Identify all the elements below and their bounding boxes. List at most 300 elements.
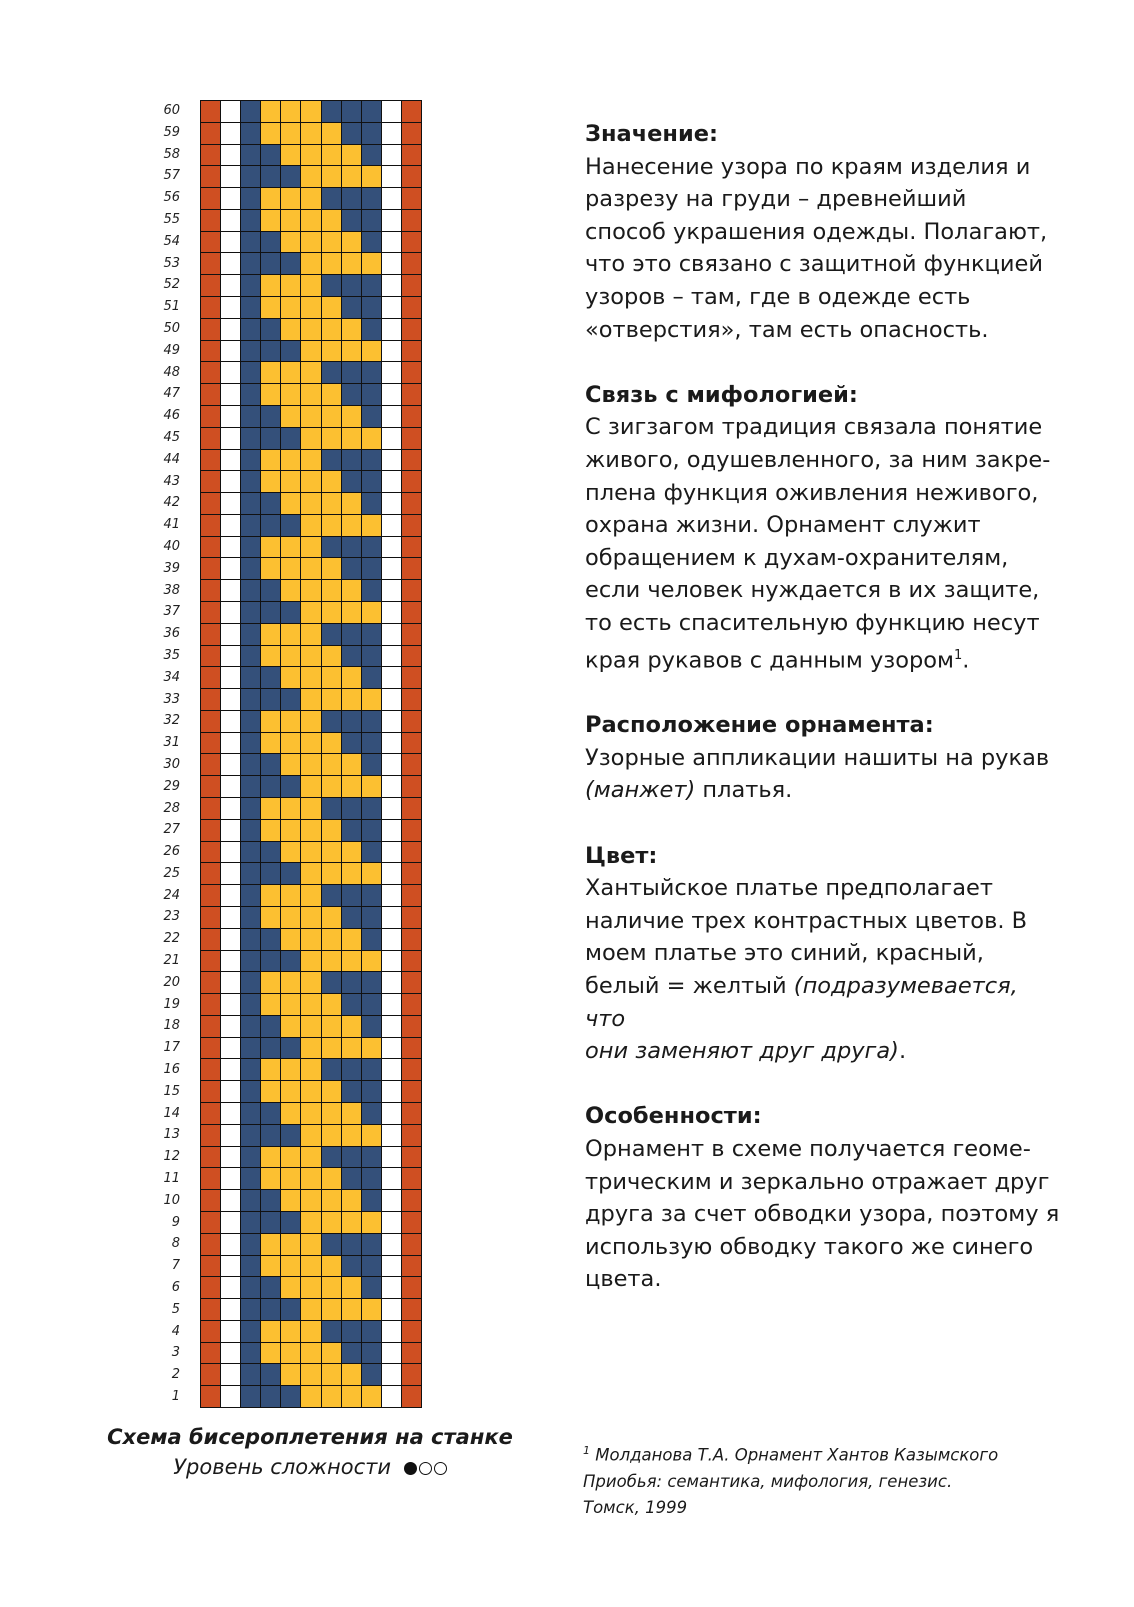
bead-cell: [281, 602, 300, 623]
bead-cell: [362, 1190, 381, 1211]
bead-cell: [281, 1190, 300, 1211]
bead-cell: [221, 450, 240, 471]
bead-cell: [221, 166, 240, 187]
bead-cell: [322, 1256, 341, 1277]
bead-cell: [261, 972, 280, 993]
bead-cell: [322, 929, 341, 950]
bead-cell: [342, 428, 361, 449]
row-number: 27: [163, 822, 180, 838]
bead-cell: [342, 145, 361, 166]
bead-cell: [402, 1125, 421, 1146]
bead-cell: [201, 863, 220, 884]
bead-cell: [402, 537, 421, 558]
bead-cell: [382, 994, 401, 1015]
bead-cell: [342, 253, 361, 274]
bead-cell: [362, 166, 381, 187]
bead-cell: [322, 145, 341, 166]
bead-cell: [342, 275, 361, 296]
bead-cell: [281, 1103, 300, 1124]
bead-cell: [362, 558, 381, 579]
bead-cell: [301, 580, 320, 601]
bead-cell: [281, 1125, 300, 1146]
row-number: 9: [171, 1214, 180, 1230]
bead-cell: [322, 1299, 341, 1320]
bead-cell: [241, 275, 260, 296]
bead-cell: [301, 471, 320, 492]
row-number: 60: [163, 103, 180, 118]
bead-cell: [382, 1168, 401, 1189]
bead-cell: [241, 297, 260, 318]
row-number: 57: [163, 168, 180, 184]
bead-cell: [402, 885, 421, 906]
difficulty-label: Уровень сложности: [173, 1455, 392, 1479]
bead-cell: [342, 188, 361, 209]
bead-cell: [322, 297, 341, 318]
bead-cell: [261, 951, 280, 972]
bead-cell: [301, 1277, 320, 1298]
bead-cell: [322, 1147, 341, 1168]
bead-cell: [241, 471, 260, 492]
bead-cell: [382, 711, 401, 732]
bead-cell: [301, 297, 320, 318]
bead-cell: [241, 1125, 260, 1146]
bead-cell: [201, 123, 220, 144]
bead-cell: [201, 297, 220, 318]
bead-cell: [342, 537, 361, 558]
bead-cell: [322, 1125, 341, 1146]
bead-cell: [342, 1059, 361, 1080]
bead-cell: [201, 820, 220, 841]
bead-cell: [261, 1299, 280, 1320]
bead-cell: [342, 1168, 361, 1189]
bead-cell: [261, 820, 280, 841]
bead-cell: [201, 471, 220, 492]
section-mythology: [585, 379, 1065, 677]
bead-cell: [241, 602, 260, 623]
bead-cell: [342, 1147, 361, 1168]
bead-cell: [241, 406, 260, 427]
row-number: 49: [163, 342, 180, 358]
row-number: 43: [163, 473, 180, 489]
row-number: 35: [163, 647, 180, 663]
bead-cell: [241, 428, 260, 449]
bead-cell: [362, 297, 381, 318]
bead-cell: [201, 1081, 220, 1102]
bead-cell: [322, 580, 341, 601]
row-number: 18: [163, 1018, 180, 1034]
bead-cell: [322, 232, 341, 253]
bead-cell: [201, 907, 220, 928]
bead-cell: [382, 1364, 401, 1385]
bead-cell: [342, 842, 361, 863]
bead-cell: [301, 1234, 320, 1255]
bead-cell: [342, 319, 361, 340]
bead-cell: [241, 972, 260, 993]
bead-cell: [402, 733, 421, 754]
bead-cell: [241, 450, 260, 471]
bead-cell: [362, 428, 381, 449]
bead-cell: [382, 820, 401, 841]
bead-cell: [301, 972, 320, 993]
bead-cell: [261, 1081, 280, 1102]
bead-cell: [221, 907, 240, 928]
bead-cell: [382, 842, 401, 863]
bead-cell: [362, 733, 381, 754]
row-number: 29: [163, 778, 180, 794]
bead-cell: [241, 558, 260, 579]
bead-cell: [362, 580, 381, 601]
bead-cell: [221, 1059, 240, 1080]
bead-cell: [301, 1016, 320, 1037]
bead-cell: [241, 493, 260, 514]
bead-cell: [281, 297, 300, 318]
row-number: 40: [163, 538, 180, 554]
bead-cell: [241, 166, 260, 187]
bead-cell: [301, 624, 320, 645]
row-number: 54: [163, 233, 180, 249]
bead-cell: [362, 232, 381, 253]
bead-cell: [281, 798, 300, 819]
section-body: Орнамент в схеме получается геоме- трическим и зеркально отражает друг друга за счет обводки узора, поэтому я использую обводку такого же синего цвета.: [585, 1135, 1060, 1293]
bead-cell: [221, 319, 240, 340]
bead-cell: [342, 1103, 361, 1124]
bead-cell: [342, 232, 361, 253]
bead-cell: [201, 1277, 220, 1298]
bead-cell: [261, 450, 280, 471]
bead-cell: [301, 1147, 320, 1168]
bead-cell: [402, 972, 421, 993]
bead-cell: [402, 689, 421, 710]
bead-cell: [301, 319, 320, 340]
bead-cell: [281, 1256, 300, 1277]
bead-cell: [301, 1038, 320, 1059]
caption-title: Схема бисероплетения на станке: [107, 1425, 513, 1449]
bead-cell: [261, 166, 280, 187]
bead-cell: [261, 297, 280, 318]
bead-cell: [382, 123, 401, 144]
bead-cell: [362, 101, 381, 122]
bead-cell: [261, 929, 280, 950]
bead-cell: [322, 253, 341, 274]
bead-cell: [241, 253, 260, 274]
bead-cell: [241, 537, 260, 558]
bead-cell: [281, 1343, 300, 1364]
bead-cell: [261, 994, 280, 1015]
bead-cell: [342, 166, 361, 187]
row-number: 7: [171, 1258, 180, 1274]
bead-cell: [241, 646, 260, 667]
bead-cell: [221, 428, 240, 449]
bead-cell: [322, 907, 341, 928]
bead-cell: [342, 602, 361, 623]
bead-cell: [301, 362, 320, 383]
bead-cell: [281, 951, 300, 972]
bead-cell: [402, 842, 421, 863]
bead-cell: [342, 689, 361, 710]
bead-cell: [281, 863, 300, 884]
bead-cell: [402, 907, 421, 928]
bead-cell: [362, 1168, 381, 1189]
footnote: $^1$ Молданова Т.А. Орнамент Хантов Казымского Приобья: семантика, мифология, генезис. Томск, 1999: [583, 1444, 999, 1517]
bead-cell: [221, 145, 240, 166]
section-color: [585, 840, 1065, 1068]
bead-cell: [402, 580, 421, 601]
row-number: 34: [163, 669, 180, 685]
bead-cell: [402, 406, 421, 427]
bead-cell: [322, 428, 341, 449]
bead-cell: [241, 1364, 260, 1385]
row-number: 58: [163, 146, 180, 162]
bead-cell: [241, 1321, 260, 1342]
bead-cell: [241, 842, 260, 863]
bead-cell: [382, 145, 401, 166]
bead-cell: [221, 863, 240, 884]
bead-cell: [322, 1168, 341, 1189]
bead-cell: [402, 1168, 421, 1189]
bead-cell: [261, 1364, 280, 1385]
bead-cell: [342, 1190, 361, 1211]
bead-cell: [301, 232, 320, 253]
bead-cell: [402, 1081, 421, 1102]
filled-dot-icon: [404, 1462, 417, 1475]
bead-cell: [402, 471, 421, 492]
bead-cell: [322, 1059, 341, 1080]
bead-cell: [281, 362, 300, 383]
bead-cell: [342, 646, 361, 667]
bead-cell: [301, 450, 320, 471]
bead-cell: [221, 471, 240, 492]
bead-cell: [362, 1081, 381, 1102]
bead-cell: [362, 145, 381, 166]
bead-cell: [281, 384, 300, 405]
bead-cell: [201, 145, 220, 166]
section-body: Нанесение узора по краям изделия и разрезу на груди – древнейший способ украшения одежды. Полагают, что это связано с защитной функцией узоров – там, где в одежде есть «отверстия», там есть опасность.: [585, 153, 1048, 343]
bead-cell: [322, 1212, 341, 1233]
bead-cell: [221, 297, 240, 318]
bead-cell: [261, 471, 280, 492]
bead-cell: [221, 624, 240, 645]
bead-cell: [322, 1038, 341, 1059]
bead-cell: [342, 1081, 361, 1102]
bead-cell: [301, 1386, 320, 1407]
bead-cell: [301, 689, 320, 710]
bead-cell: [281, 1212, 300, 1233]
row-number: 33: [163, 691, 180, 707]
bead-cell: [301, 711, 320, 732]
row-number: 21: [163, 953, 180, 969]
bead-cell: [201, 1168, 220, 1189]
bead-cell: [382, 776, 401, 797]
bead-cell: [201, 951, 220, 972]
bead-cell: [362, 885, 381, 906]
bead-cell: [261, 145, 280, 166]
bead-cell: [342, 210, 361, 231]
bead-cell: [322, 1103, 341, 1124]
bead-cell: [261, 1168, 280, 1189]
bead-cell: [322, 101, 341, 122]
bead-cell: [322, 820, 341, 841]
bead-cell: [241, 341, 260, 362]
section-features: [585, 1100, 1065, 1296]
bead-cell: [322, 951, 341, 972]
bead-cell: [322, 646, 341, 667]
bead-cell: [221, 1343, 240, 1364]
bead-cell: [322, 450, 341, 471]
section-placement: [585, 709, 1065, 807]
bead-cell: [281, 1364, 300, 1385]
bead-cell: [221, 951, 240, 972]
bead-cell: [322, 1081, 341, 1102]
bead-cell: [261, 1256, 280, 1277]
bead-cell: [241, 1277, 260, 1298]
bead-cell: [362, 537, 381, 558]
footnote-mark: 1: [954, 647, 963, 663]
bead-cell: [281, 929, 300, 950]
bead-cell: [281, 101, 300, 122]
bead-cell: [261, 863, 280, 884]
bead-cell: [382, 493, 401, 514]
row-number: 56: [163, 190, 180, 206]
bead-cell: [362, 253, 381, 274]
row-number: 31: [163, 735, 180, 751]
bead-cell: [342, 341, 361, 362]
bead-cell: [402, 602, 421, 623]
bead-cell: [342, 1321, 361, 1342]
bead-cell: [241, 384, 260, 405]
bead-cell: [362, 1343, 381, 1364]
bead-cell: [322, 123, 341, 144]
bead-cell: [201, 253, 220, 274]
bead-cell: [281, 450, 300, 471]
bead-cell: [301, 1212, 320, 1233]
bead-cell: [261, 1277, 280, 1298]
bead-cell: [241, 798, 260, 819]
bead-cell: [201, 275, 220, 296]
bead-cell: [382, 602, 401, 623]
row-number: 45: [163, 429, 180, 445]
bead-cell: [322, 275, 341, 296]
bead-cell: [362, 1364, 381, 1385]
bead-cell: [201, 1386, 220, 1407]
bead-cell: [281, 319, 300, 340]
bead-cell: [261, 275, 280, 296]
bead-cell: [221, 1168, 240, 1189]
bead-cell: [281, 1081, 300, 1102]
bead-cell: [402, 319, 421, 340]
bead-cell: [241, 210, 260, 231]
bead-cell: [382, 101, 401, 122]
bead-cell: [221, 885, 240, 906]
bead-cell: [301, 1321, 320, 1342]
bead-cell: [301, 1125, 320, 1146]
bead-cell: [201, 885, 220, 906]
bead-cell: [342, 1343, 361, 1364]
row-number: 38: [163, 582, 180, 598]
bead-cell: [221, 798, 240, 819]
section-heading: Цвет:: [585, 842, 658, 869]
bead-cell: [221, 123, 240, 144]
bead-cell: [221, 1190, 240, 1211]
bead-cell: [342, 515, 361, 536]
row-number: 47: [163, 386, 180, 402]
bead-cell: [221, 210, 240, 231]
bead-cell: [342, 1125, 361, 1146]
bead-cell: [241, 362, 260, 383]
bead-cell: [261, 842, 280, 863]
bead-cell: [281, 1016, 300, 1037]
row-number: 44: [163, 451, 180, 467]
bead-cell: [402, 515, 421, 536]
bead-cell: [382, 471, 401, 492]
bead-cell: [301, 951, 320, 972]
bead-cell: [241, 319, 260, 340]
bead-cell: [241, 123, 260, 144]
bead-cell: [402, 232, 421, 253]
bead-cell: [342, 471, 361, 492]
bead-pattern-grid: [200, 100, 422, 1408]
bead-cell: [402, 776, 421, 797]
bead-cell: [201, 646, 220, 667]
bead-cell: [402, 275, 421, 296]
row-number: 17: [163, 1040, 180, 1056]
bead-cell: [362, 406, 381, 427]
bead-cell: [281, 754, 300, 775]
bead-cell: [342, 711, 361, 732]
row-number: 36: [163, 626, 180, 642]
bead-cell: [241, 624, 260, 645]
bead-cell: [362, 450, 381, 471]
bead-cell: [201, 166, 220, 187]
section-meaning: [585, 118, 1065, 346]
row-number: 39: [163, 560, 180, 576]
bead-cell: [261, 667, 280, 688]
bead-cell: [322, 210, 341, 231]
row-number: 6: [171, 1280, 180, 1296]
bead-cell: [281, 1147, 300, 1168]
bead-cell: [362, 1147, 381, 1168]
bead-cell: [221, 711, 240, 732]
bead-cell: [402, 951, 421, 972]
bead-cell: [382, 580, 401, 601]
bead-cell: [301, 1168, 320, 1189]
scheme-caption: [60, 1422, 560, 1483]
bead-cell: [362, 123, 381, 144]
bead-cell: [342, 798, 361, 819]
bead-cell: [322, 842, 341, 863]
bead-cell: [201, 1234, 220, 1255]
row-number: 22: [163, 931, 180, 947]
bead-cell: [402, 450, 421, 471]
bead-cell: [342, 1212, 361, 1233]
bead-cell: [362, 1103, 381, 1124]
bead-cell: [201, 776, 220, 797]
bead-cell: [201, 232, 220, 253]
bead-cell: [362, 1256, 381, 1277]
row-number: 1: [171, 1389, 180, 1405]
bead-cell: [301, 341, 320, 362]
bead-cell: [241, 1212, 260, 1233]
bead-cell: [221, 232, 240, 253]
bead-cell: [241, 1386, 260, 1407]
bead-cell: [221, 689, 240, 710]
bead-cell: [221, 188, 240, 209]
bead-cell: [261, 319, 280, 340]
bead-cell: [301, 493, 320, 514]
bead-cell: [301, 842, 320, 863]
bead-cell: [362, 754, 381, 775]
bead-cell: [241, 1190, 260, 1211]
bead-cell: [221, 842, 240, 863]
